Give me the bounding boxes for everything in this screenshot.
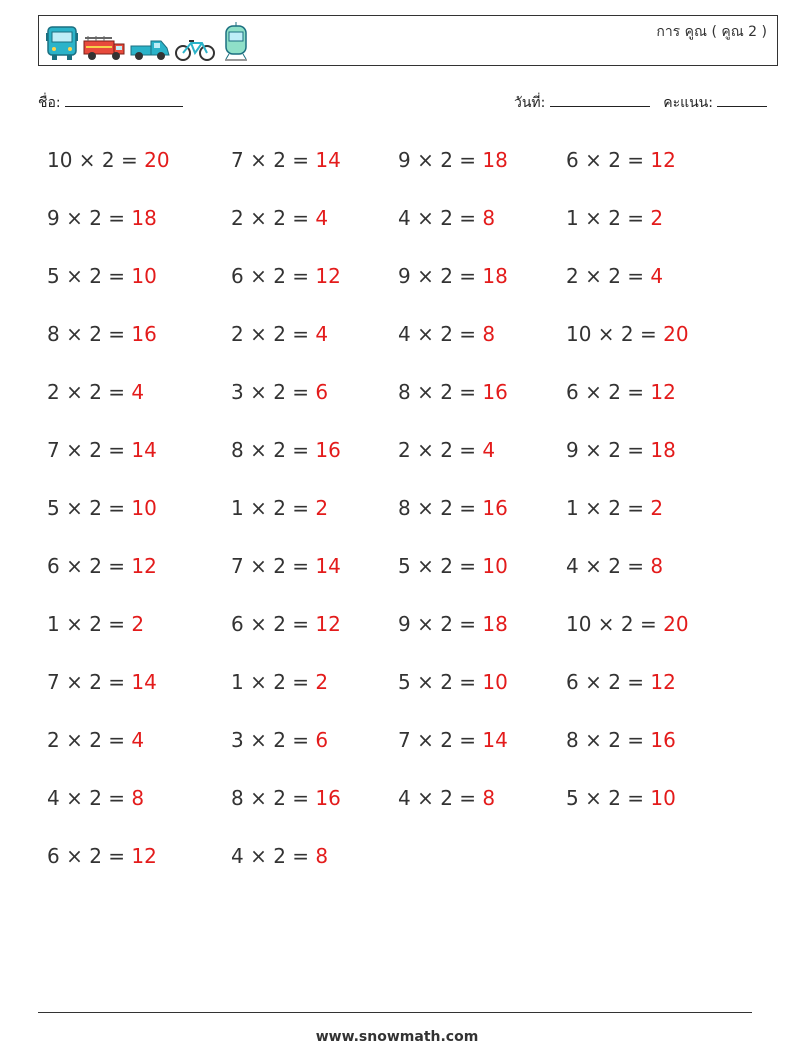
problem-answer: 4 [650,264,664,288]
problem-item [47,496,157,520]
problem-question: 1 × 2 = [47,612,132,636]
problem-question: 2 × 2 = [47,728,132,752]
worksheet-title: การ คูณ ( คูณ 2 ) [656,24,767,40]
problem-item [398,148,508,172]
problem-answer: 12 [131,554,157,578]
problem-answer: 12 [315,612,341,636]
problem-item [566,612,689,636]
problem-item [398,206,495,230]
problem-item [47,612,144,636]
problem-question: 10 × 2 = [47,148,145,172]
problem-question: 2 × 2 = [47,380,132,404]
problem-item [231,612,341,636]
bicycle-icon [174,36,216,62]
problem-item [231,380,328,404]
problem-answer: 14 [131,670,157,694]
problem-answer: 4 [315,206,329,230]
problem-question: 2 × 2 = [231,206,316,230]
problem-answer: 10 [131,264,157,288]
problem-question: 1 × 2 = [231,496,316,520]
score-blank[interactable] [717,92,767,107]
problem-question: 6 × 2 = [47,844,132,868]
name-blank[interactable] [65,92,183,107]
problem-item [231,322,328,346]
problem-answer: 12 [650,148,676,172]
problem-item [47,322,157,346]
problem-question: 9 × 2 = [566,438,651,462]
problem-item [566,438,676,462]
footer-url: www.snowmath.com [315,1029,479,1045]
problem-item [231,728,328,752]
problem-answer: 4 [131,728,145,752]
problem-answer: 10 [131,496,157,520]
problem-answer: 16 [131,322,157,346]
problem-answer: 2 [315,670,329,694]
problem-question: 5 × 2 = [566,786,651,810]
name-label: ชื่อ: [38,95,61,111]
problem-question: 7 × 2 = [231,148,316,172]
problem-question: 8 × 2 = [566,728,651,752]
problem-answer: 18 [131,206,157,230]
problem-question: 5 × 2 = [398,670,483,694]
problem-answer: 16 [315,786,341,810]
problem-question: 2 × 2 = [566,264,651,288]
problem-answer: 14 [315,148,341,172]
problem-answer: 10 [482,670,508,694]
problem-question: 9 × 2 = [398,612,483,636]
problem-item [566,496,663,520]
problem-question: 8 × 2 = [398,496,483,520]
problem-question: 7 × 2 = [47,670,132,694]
problem-answer: 18 [482,148,508,172]
problem-item [398,786,495,810]
problem-item [398,322,495,346]
problem-item [566,322,689,346]
problem-answer: 12 [650,380,676,404]
problem-answer: 16 [482,380,508,404]
problem-question: 4 × 2 = [47,786,132,810]
problem-answer: 6 [315,380,329,404]
problem-answer: 6 [315,728,329,752]
problem-question: 9 × 2 = [398,264,483,288]
problem-item [47,438,157,462]
problem-question: 7 × 2 = [231,554,316,578]
problem-item [231,496,328,520]
problem-answer: 2 [650,496,664,520]
problem-item [47,786,144,810]
problem-item [566,148,676,172]
problem-question: 7 × 2 = [398,728,483,752]
problem-question: 4 × 2 = [398,206,483,230]
problem-answer: 12 [131,844,157,868]
problem-item [566,728,676,752]
problem-item [231,670,328,694]
problem-question: 1 × 2 = [231,670,316,694]
problem-question: 5 × 2 = [47,496,132,520]
problem-item [47,380,144,404]
problem-question: 6 × 2 = [231,612,316,636]
problem-question: 2 × 2 = [231,322,316,346]
problem-item [398,670,508,694]
problem-item [231,786,341,810]
problem-item [47,670,157,694]
problem-question: 6 × 2 = [47,554,132,578]
problem-question: 3 × 2 = [231,728,316,752]
date-blank[interactable] [550,92,650,107]
problem-answer: 8 [315,844,329,868]
problem-answer: 16 [315,438,341,462]
problem-answer: 8 [482,322,496,346]
problem-answer: 2 [131,612,145,636]
problem-item [566,264,663,288]
problem-answer: 14 [315,554,341,578]
header-box [38,15,778,66]
problem-item [398,380,508,404]
problem-question: 4 × 2 = [398,786,483,810]
problem-item [231,844,328,868]
problem-question: 6 × 2 = [566,380,651,404]
problem-item [566,786,676,810]
pickup-truck-icon [129,36,171,62]
date-field [514,92,767,114]
problem-answer: 10 [482,554,508,578]
problem-item [231,206,328,230]
problem-item [231,554,341,578]
problem-answer: 18 [482,264,508,288]
problem-question: 8 × 2 = [231,438,316,462]
problem-answer: 20 [144,148,170,172]
problem-answer: 8 [650,554,664,578]
problem-item [47,206,157,230]
problem-item [566,554,663,578]
problem-item [398,728,508,752]
problem-question: 10 × 2 = [566,322,664,346]
problem-question: 6 × 2 = [231,264,316,288]
problem-item [398,612,508,636]
problem-answer: 8 [482,786,496,810]
problem-question: 2 × 2 = [398,438,483,462]
problem-answer: 18 [650,438,676,462]
problem-question: 4 × 2 = [231,844,316,868]
problem-answer: 8 [131,786,145,810]
problem-item [231,148,341,172]
problem-answer: 18 [482,612,508,636]
problem-item [398,264,508,288]
problem-item [566,380,676,404]
problem-answer: 12 [315,264,341,288]
problem-question: 4 × 2 = [398,322,483,346]
problem-item [398,554,508,578]
problem-item [47,728,144,752]
problem-question: 5 × 2 = [47,264,132,288]
problem-answer: 10 [650,786,676,810]
problem-question: 3 × 2 = [231,380,316,404]
problem-answer: 4 [315,322,329,346]
problem-answer: 16 [482,496,508,520]
problem-item [231,438,341,462]
problem-item [47,844,157,868]
problem-answer: 4 [482,438,496,462]
fire-truck-icon [82,32,126,62]
problem-question: 7 × 2 = [47,438,132,462]
problem-item [47,148,170,172]
problem-question: 4 × 2 = [566,554,651,578]
problem-answer: 14 [482,728,508,752]
problem-answer: 12 [650,670,676,694]
footer-divider [38,1012,752,1013]
problem-answer: 16 [650,728,676,752]
problem-answer: 20 [663,322,689,346]
problem-item [398,438,495,462]
problem-question: 6 × 2 = [566,670,651,694]
problem-question: 8 × 2 = [47,322,132,346]
problem-item [47,264,157,288]
problem-question: 6 × 2 = [566,148,651,172]
problem-question: 8 × 2 = [231,786,316,810]
problem-item [566,206,663,230]
score-label: คะแนน: [663,95,713,111]
problem-question: 9 × 2 = [398,148,483,172]
problem-question: 8 × 2 = [398,380,483,404]
problem-answer: 20 [663,612,689,636]
problem-answer: 2 [315,496,329,520]
date-label: วันที่: [514,95,546,111]
problem-answer: 14 [131,438,157,462]
problem-question: 10 × 2 = [566,612,664,636]
name-field [38,92,183,114]
problem-answer: 2 [650,206,664,230]
problem-answer: 8 [482,206,496,230]
problem-question: 1 × 2 = [566,496,651,520]
problem-question: 5 × 2 = [398,554,483,578]
problem-item [231,264,341,288]
tram-icon [219,22,253,62]
problem-question: 9 × 2 = [47,206,132,230]
bus-icon [45,24,79,62]
problem-answer: 4 [131,380,145,404]
problem-item [398,496,508,520]
vehicle-icons [45,22,253,62]
problem-item [47,554,157,578]
problem-question: 1 × 2 = [566,206,651,230]
problem-item [566,670,676,694]
